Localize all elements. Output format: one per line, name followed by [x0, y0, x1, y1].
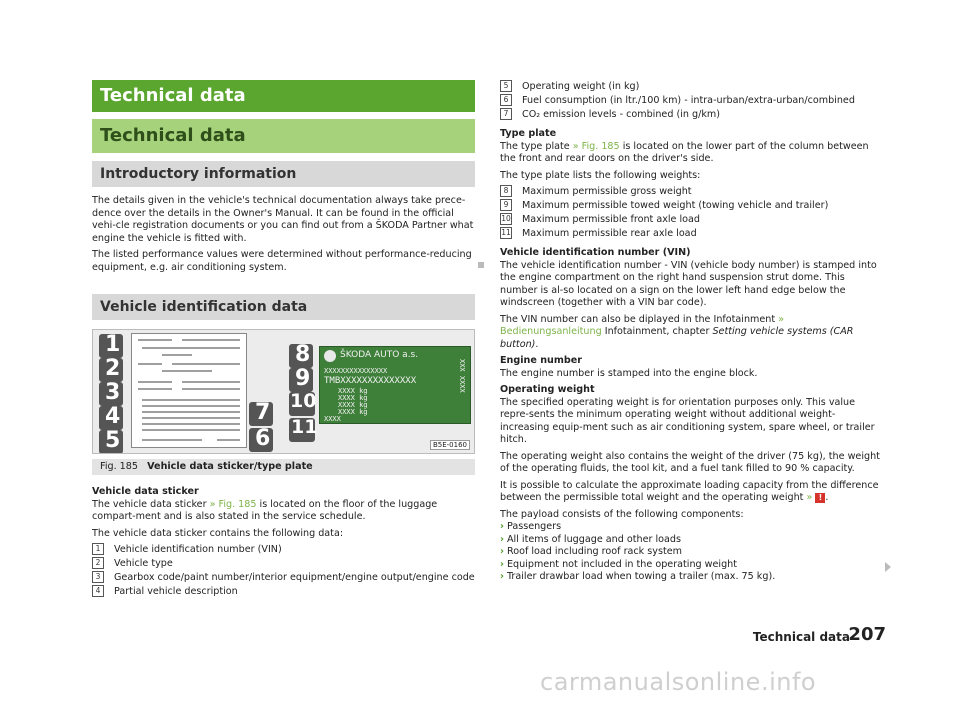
- intro-paragraph-1: The details given in the vehicle's technical documentation always take prece-dence over the details in the Owner's Manual. It can be found in the official vehi-cle registration documents or you can find out from a ŠKODA Partner what engine the vehicle is fitted with.: [92, 195, 474, 244]
- footer-section-title: Technical data: [752, 630, 850, 644]
- vin-heading: Vehicle identification number (VIN): [500, 247, 691, 258]
- data-sticker-lines: [132, 334, 246, 447]
- plate-brand: ŠKODA AUTO a.s.: [340, 350, 419, 360]
- list-item: › Roof load including roof rack system: [500, 546, 682, 557]
- chevron-right-icon: ›: [500, 558, 504, 570]
- engine-number-paragraph: The engine number is stamped into the engine block.: [500, 367, 758, 379]
- sticker-paragraph-1: The vehicle data sticker » Fig. 185 is located on the floor of the luggage compart-ment and is also stated in the service schedule.: [92, 498, 438, 522]
- sticker-paragraph-2: The vehicle data sticker contains the following data:: [92, 527, 344, 539]
- list-item: 4 Partial vehicle description: [92, 585, 475, 599]
- list-item: 5 Operating weight (in kg): [500, 80, 884, 94]
- subsection-heading-intro: Introductory information: [92, 161, 475, 187]
- list-item: 10 Maximum permissible front axle load: [501, 214, 701, 225]
- skoda-logo-icon: [324, 350, 336, 362]
- intro-paragraph-2: The listed performance values were determined without performance-reducing equipment, e.g. air conditioning system.: [92, 249, 472, 273]
- callout-1: 1: [105, 332, 121, 357]
- infotainment-manual-link[interactable]: » Bedienungsanleitung: [500, 313, 785, 337]
- operating-weight-paragraph-2: The operating weight also contains the weight of the driver (75 kg), the weight of the operating fluids, the tool kit, and a fuel tank filled to 90 % capacity.: [500, 450, 880, 474]
- operating-weight-heading: Operating weight: [500, 384, 595, 395]
- warning-icon[interactable]: !: [815, 493, 825, 503]
- engine-number-heading: Engine number: [500, 355, 582, 366]
- figure-vehicle-data-sticker: [92, 329, 475, 454]
- list-item: 11 Maximum permissible rear axle load: [501, 228, 697, 239]
- type-plate-paragraph-2: The type plate lists the following weights:: [500, 169, 701, 181]
- watermark: carmanualsonline.info: [540, 668, 817, 696]
- chevron-right-icon: ›: [500, 533, 504, 545]
- fig-185-link[interactable]: » Fig. 185: [572, 140, 620, 152]
- list-item: 7 CO₂ emission levels - combined (in g/km): [500, 108, 884, 122]
- plate-side: XXX XXXX: [458, 359, 466, 393]
- figure-label: Fig. 185: [100, 461, 138, 472]
- sticker-heading: Vehicle data sticker: [92, 486, 199, 497]
- callout-4: 4: [105, 404, 121, 429]
- figure-title: Vehicle data sticker/type plate: [147, 461, 313, 472]
- vin-paragraph-1: The vehicle identification number - VIN (vehicle body number) is stamped into the engine compartment on the right hand suspension strut dome. This number is al-so located on a sign on the lower left hand edge below the windscreen (together with a VIN bar code).: [500, 259, 877, 308]
- weight-item-list: [500, 185, 884, 241]
- plate-row-1: XXXXXXXXXXXXXXX: [324, 367, 388, 375]
- payload-list: [500, 521, 884, 584]
- operating-weight-paragraph-3: It is possible to calculate the approximate loading capacity from the difference between the permissible total weight and the operating weight » ! .: [500, 479, 879, 503]
- plate-weight-4: XXXX kg: [338, 408, 368, 416]
- list-item: › Trailer drawbar load when towing a trailer (max. 75 kg).: [500, 571, 776, 582]
- sticker-item-list: [92, 543, 475, 599]
- data-sticker-image: [131, 333, 247, 448]
- section-end-marker: [478, 262, 484, 268]
- list-item: 6 Fuel consumption (in ltr./100 km) - intra-urban/extra-urban/combined: [500, 94, 884, 108]
- callout-8: 8: [295, 342, 311, 367]
- list-item: 9 Maximum permissible towed weight (towing vehicle and trailer): [500, 199, 884, 213]
- plate-weight-1: XXXX kg: [338, 387, 368, 395]
- figure-caption: [92, 459, 475, 475]
- list-item: 1 Vehicle identification number (VIN): [92, 543, 475, 557]
- callout-3: 3: [105, 380, 121, 405]
- type-plate-heading: Type plate: [500, 128, 557, 139]
- plate-weight-2: XXXX kg: [338, 394, 368, 402]
- fig-185-link[interactable]: » Fig. 185: [209, 498, 257, 510]
- list-item: › Passengers: [500, 521, 562, 532]
- callout-2: 2: [105, 356, 121, 381]
- plate-vin: TMBXXXXXXXXXXXXXX: [324, 376, 417, 386]
- vin-paragraph-2: The VIN number can also be diplayed in the Infotainment » Bedienungsanleitung Infotainment, chapter Setting vehicle systems (CAR button).: [500, 313, 854, 350]
- right-column: [500, 80, 884, 584]
- callout-10: 10: [290, 390, 317, 412]
- payload-intro: The payload consists of the following components:: [500, 508, 744, 520]
- warning-link[interactable]: »: [806, 492, 813, 503]
- intro-text: [92, 195, 475, 274]
- sticker-section: [92, 486, 475, 599]
- list-item: 8 Maximum permissible gross weight: [500, 185, 884, 199]
- continue-arrow-icon: [885, 562, 891, 572]
- callout-9: 9: [295, 366, 311, 391]
- list-item: 2 Vehicle type: [92, 557, 475, 571]
- type-plate-image: [319, 346, 471, 424]
- type-plate-paragraph-1: The type plate » Fig. 185 is located on the lower part of the column between the front and rear doors on the driver's side.: [500, 140, 869, 164]
- subsection-heading-vehicle-id: Vehicle identification data: [92, 294, 475, 320]
- operating-weight-paragraph-1: The specified operating weight is for orientation purposes only. This value repre-sents the minimum operating weight without additional weight-increasing equip-ment such as air conditioning system, spare wheel, or trailer hitch.: [500, 396, 875, 445]
- list-item: › All items of luggage and other loads: [500, 533, 681, 545]
- plate-weight-3: XXXX kg: [338, 401, 368, 409]
- top-item-list: [500, 80, 884, 122]
- chevron-right-icon: ›: [500, 546, 504, 557]
- callout-6: 6: [255, 426, 271, 451]
- callout-5: 5: [105, 428, 121, 453]
- callout-11: 11: [291, 416, 318, 438]
- page-number: 207: [848, 624, 886, 645]
- chevron-right-icon: ›: [500, 571, 504, 582]
- figure-code: B5E-0160: [430, 440, 470, 450]
- plate-bottom: XXXX: [324, 415, 341, 423]
- section-heading: Technical data: [92, 119, 475, 153]
- list-item: 3 Gearbox code/paint number/interior equipment/engine output/engine code: [92, 571, 475, 585]
- chapter-heading: Technical data: [92, 80, 475, 112]
- list-item: › Equipment not included in the operating weight: [500, 558, 738, 570]
- chevron-right-icon: ›: [500, 521, 504, 532]
- callout-7: 7: [255, 400, 271, 425]
